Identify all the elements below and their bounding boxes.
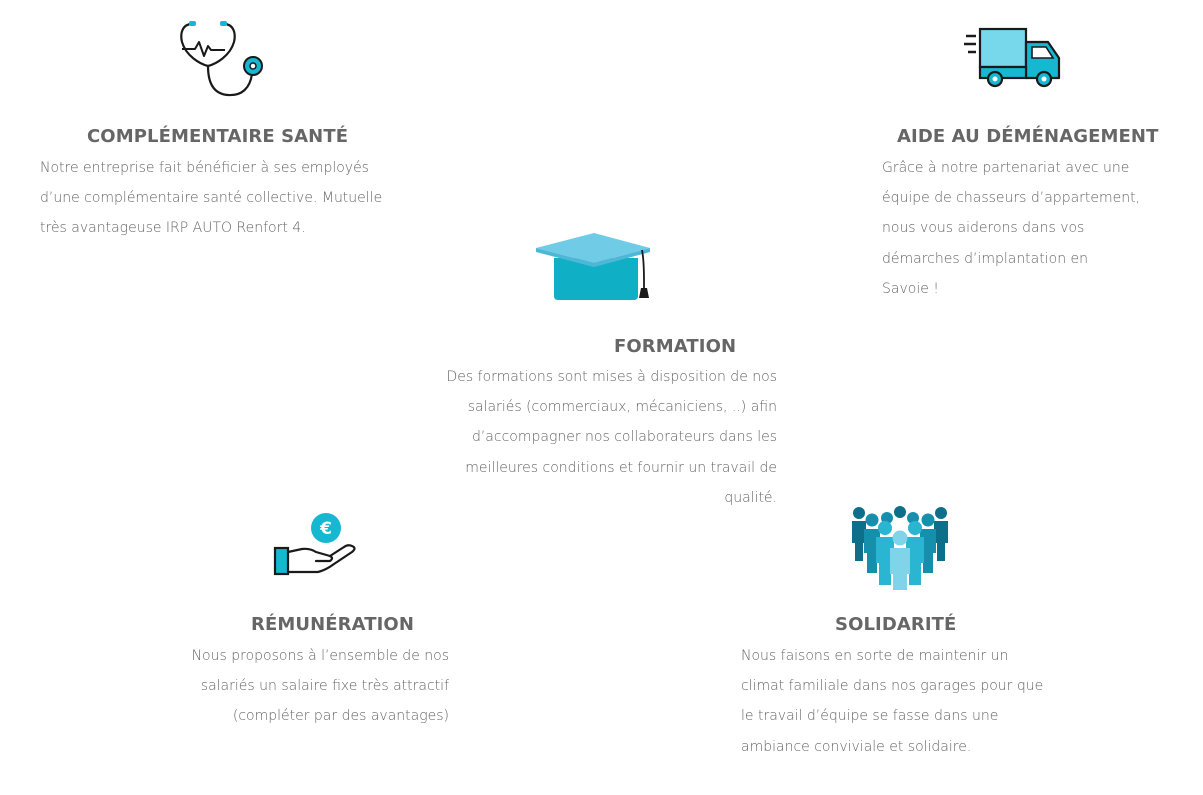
benefit-title-demenagement: AIDE AU DÉMÉNAGEMENT xyxy=(897,126,1159,147)
benefit-text-line: Savoie ! xyxy=(882,280,939,297)
hand-euro-coin-icon xyxy=(272,512,360,580)
benefit-text-line: meilleures conditions et fournir un travail de xyxy=(465,459,777,476)
benefit-text-remuneration xyxy=(150,641,449,732)
benefit-text-line: Notre entreprise fait bénéficier à ses employés xyxy=(40,160,369,176)
benefit-text-line: ambiance conviviale et solidaire. xyxy=(741,738,972,755)
graduation-cap-icon xyxy=(534,230,656,304)
benefit-text-line: démarches d’implantation en xyxy=(882,250,1089,267)
benefit-text-line: salariés (commerciaux, mécaniciens, ..) afin xyxy=(467,399,777,416)
benefit-text-line: climat familiale dans nos garages pour que xyxy=(741,678,1044,695)
truck-icon xyxy=(962,26,1064,88)
benefit-title-remuneration: RÉMUNÉRATION xyxy=(251,614,414,635)
benefit-text-line: le travail d’équipe se fasse dans une xyxy=(741,708,999,725)
benefit-text-line: Des formations sont mises à disposition de nos xyxy=(446,369,777,385)
people-group-icon xyxy=(850,504,950,590)
benefit-text-line: nous vous aiderons dans vos xyxy=(882,220,1085,237)
svg-text:€: € xyxy=(320,519,332,539)
benefit-text-line: d’une complémentaire santé collective. Mutuelle xyxy=(40,190,383,207)
benefit-text-line: (compléter par des avantages) xyxy=(232,708,449,725)
stethoscope-icon xyxy=(178,18,266,100)
benefit-text-sante xyxy=(40,153,382,244)
benefit-text-line: Nous proposons à l’ensemble de nos xyxy=(191,648,449,664)
benefit-text-line: d’accompagner nos collaborateurs dans les xyxy=(471,429,777,446)
benefit-text-formation xyxy=(380,362,777,513)
benefit-text-demenagement xyxy=(882,153,1140,304)
benefit-text-line: très avantageuse IRP AUTO Renfort 4. xyxy=(40,220,306,237)
benefit-title-solidarite: SOLIDARITÉ xyxy=(835,614,957,635)
benefit-text-line: Nous faisons en sorte de maintenir un xyxy=(741,648,1009,664)
benefit-text-line: salariés un salaire fixe très attractif xyxy=(200,678,449,695)
benefit-title-sante: COMPLÉMENTAIRE SANTÉ xyxy=(87,126,349,147)
benefit-text-line: qualité. xyxy=(724,489,777,506)
benefit-text-line: équipe de chasseurs d’appartement, xyxy=(882,190,1141,207)
benefit-text-line: Grâce à notre partenariat avec une xyxy=(882,160,1130,176)
benefit-text-solidarite xyxy=(741,641,1043,762)
benefit-title-formation: FORMATION xyxy=(614,336,737,357)
